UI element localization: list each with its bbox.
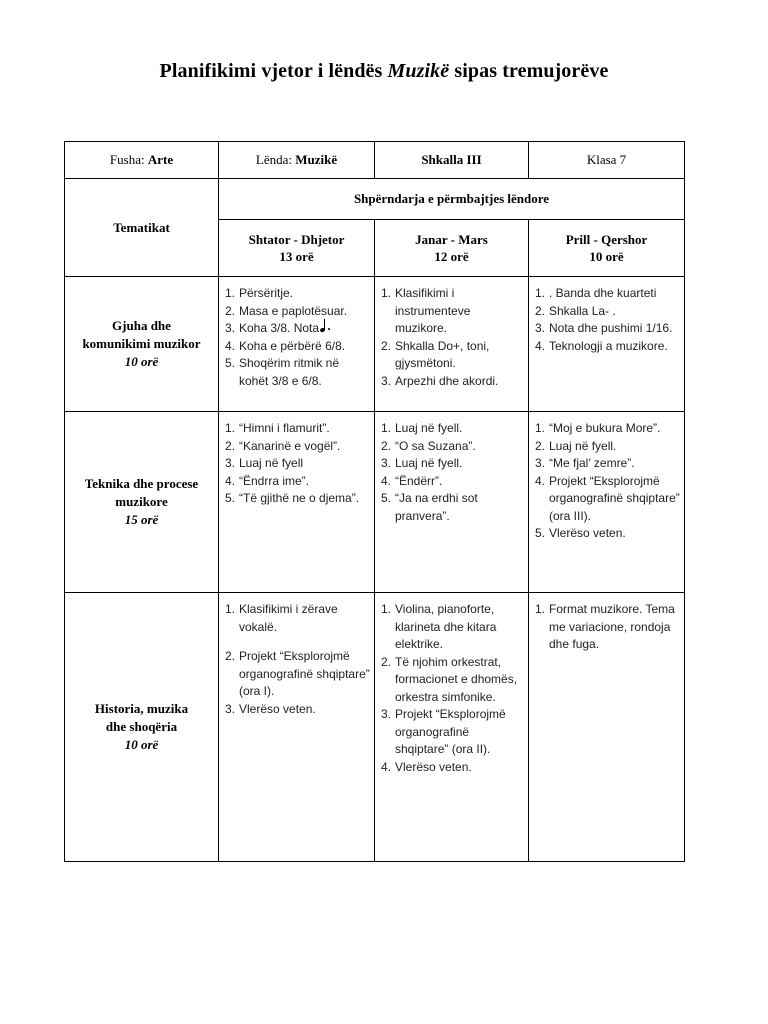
- list-item: 1. Klasifikimi i instrumenteve muzikore.: [381, 286, 471, 335]
- fusha-cell: [65, 142, 219, 179]
- content-list: [529, 593, 684, 658]
- list-item: 4. Projekt “Eksplorojmë organografinë shqiptare” (ora III).: [535, 473, 680, 523]
- header-row: [65, 142, 685, 179]
- theme-row: [65, 277, 685, 412]
- content-list: [219, 412, 374, 512]
- list-item: 2. Shkalla La- .: [535, 303, 616, 318]
- list-item: 1. “Moj e bukura More”.: [535, 421, 661, 435]
- theme-cell: [65, 412, 219, 593]
- theme-hours: 15 orë: [124, 512, 159, 527]
- list-item: 3. Projekt “Eksplorojmë organografinë shqiptare” (ora II).: [381, 707, 506, 756]
- content-list: [219, 277, 374, 394]
- theme-cell: [65, 593, 219, 862]
- fusha-label: Fusha:: [109, 152, 148, 168]
- quarter-note-icon: [320, 320, 326, 332]
- theme-name-line: muzikore: [115, 494, 168, 509]
- theme-cell: [65, 277, 219, 412]
- content-list: [529, 412, 684, 547]
- annual-plan-table: [64, 141, 685, 862]
- list-spacer: [225, 636, 370, 648]
- title-prefix: Planifikimi vjetor i lëndës: [159, 60, 388, 82]
- theme-name-line: Historia, muzika: [94, 701, 189, 716]
- period-name: Shtator - Dhjetor: [248, 232, 345, 247]
- content-cell: [375, 277, 529, 412]
- list-item: 3. Vlerëso veten.: [225, 701, 316, 716]
- theme-hours: 10 orë: [124, 354, 159, 369]
- list-item: 4. Koha e përbërë 6/8.: [225, 338, 346, 353]
- theme-name-line: komunikimi muzikor: [82, 336, 201, 351]
- period-1: [219, 220, 375, 277]
- list-item: 1. Violina, pianoforte, klarineta dhe kitara elektrike.: [381, 602, 497, 651]
- list-item: 3. “Me fjal’ zemre”.: [535, 456, 635, 470]
- fusha-value: Arte: [147, 152, 174, 168]
- list-item: 5. Shoqërim ritmik në kohët 3/8 e 6/8.: [225, 356, 340, 388]
- theme-row: [65, 412, 685, 593]
- period-3: [529, 220, 685, 277]
- content-cell: [529, 593, 685, 862]
- list-item: 4. “Ëndërr”.: [381, 473, 443, 488]
- list-item: 3. Luaj në fyell.: [381, 456, 463, 470]
- theme-name-line: dhe shoqëria: [105, 719, 178, 734]
- period-2: [375, 220, 529, 277]
- distribution-header: Shpërndarja e përmbajtjes lëndore: [219, 179, 685, 220]
- list-item: 4. “Ëndrra ime”.: [225, 473, 310, 488]
- list-item: 2. “Kanarinë e vogël”.: [225, 438, 341, 453]
- list-item: 2. “O sa Suzana”.: [381, 438, 476, 453]
- list-item: 1. “Himni i flamurit”.: [225, 421, 330, 435]
- content-cell: [375, 593, 529, 862]
- content-list: [219, 593, 374, 722]
- klasa-cell: Klasa 7: [529, 142, 685, 179]
- lenda-value: Muzikë: [295, 152, 338, 168]
- list-item: 1. . Banda dhe kuarteti: [535, 286, 657, 300]
- list-item: 5. “Të gjithë ne o djema”.: [225, 491, 360, 505]
- list-item: 3. Nota dhe pushimi 1/16.: [535, 321, 673, 335]
- list-item: 3. Arpezhi dhe akordi.: [381, 373, 499, 388]
- list-item: 1. Luaj në fyell.: [381, 421, 463, 435]
- list-item: 1. Format muzikore. Tema me variacione, rondoja dhe fuga.: [535, 602, 675, 651]
- list-item: 1. Klasifikimi i zërave vokalë.: [225, 602, 338, 634]
- list-item: 3. Koha 3/8. Nota: [225, 320, 370, 338]
- content-cell: [219, 412, 375, 593]
- content-cell: [219, 277, 375, 412]
- list-item: 2. Projekt “Eksplorojmë organografinë shqiptare” (ora I).: [225, 649, 370, 698]
- list-item: 2. Shkalla Do+, toni, gjysmëtoni.: [381, 338, 490, 370]
- tematikat-header: Tematikat: [65, 179, 219, 277]
- content-list: [529, 277, 684, 359]
- content-cell: [529, 277, 685, 412]
- lenda-label: Lënda:: [255, 152, 296, 168]
- content-cell: [219, 593, 375, 862]
- content-list: [375, 277, 528, 394]
- theme-name-line: Gjuha dhe: [112, 318, 171, 333]
- period-hours: 10 orë: [589, 249, 624, 264]
- title-suffix: sipas tremujorëve: [449, 60, 609, 82]
- page-title: [0, 60, 768, 83]
- list-item: 4. Teknologji a muzikore.: [535, 338, 668, 353]
- period-hours: 13 orë: [279, 249, 314, 264]
- content-list: [375, 412, 528, 529]
- list-item: 1. Përsëritje.: [225, 286, 294, 300]
- list-item: 3. Luaj në fyell: [225, 456, 304, 470]
- period-name: Janar - Mars: [415, 232, 488, 247]
- dot-icon: [328, 328, 330, 330]
- list-item: 5. Vlerëso veten.: [535, 526, 626, 540]
- period-hours: 12 orë: [434, 249, 469, 264]
- list-item: 5. “Ja na erdhi sot pranvera”.: [381, 491, 478, 523]
- list-item: 2. Luaj në fyell.: [535, 438, 617, 453]
- content-cell: [375, 412, 529, 593]
- lenda-cell: [219, 142, 375, 179]
- content-list: [375, 593, 528, 780]
- period-name: Prill - Qershor: [565, 232, 648, 247]
- theme-row: [65, 593, 685, 862]
- shkalla-cell: Shkalla III: [375, 142, 529, 179]
- list-item: 4. Vlerëso veten.: [381, 759, 472, 774]
- title-subject: Muzikë: [387, 60, 450, 82]
- theme-hours: 10 orë: [124, 737, 159, 752]
- list-item: 2. Të njohim orkestrat, formacionet e dhomës, orkestra simfonike.: [381, 654, 518, 704]
- list-item: 2. Masa e paplotësuar.: [225, 303, 348, 318]
- distribution-row: [65, 179, 685, 220]
- content-cell: [529, 412, 685, 593]
- theme-name-line: Teknika dhe procese: [84, 476, 199, 491]
